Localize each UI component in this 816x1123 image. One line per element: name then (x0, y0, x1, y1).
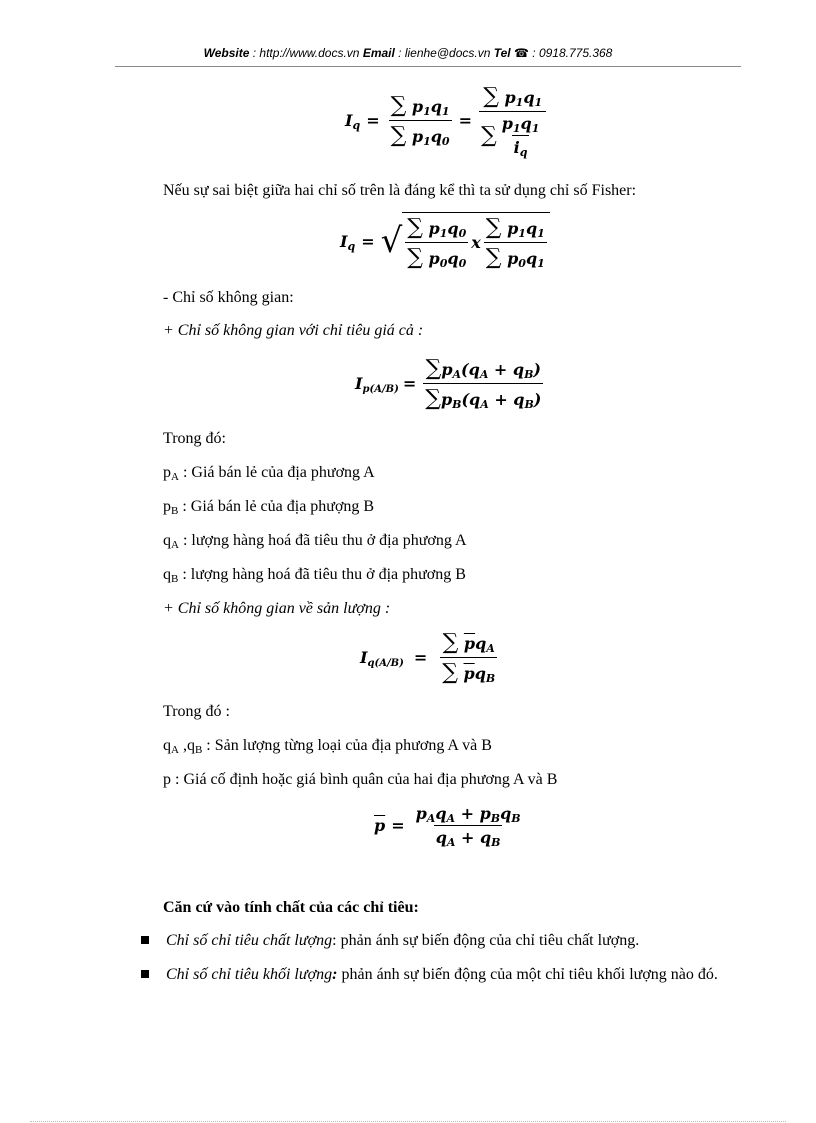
definition-qA-text: : lượng hàng hoá đã tiêu thu ở địa phương A (182, 532, 467, 549)
email-label: Email (362, 46, 395, 60)
bullet-quality-index (166, 928, 738, 954)
header-divider (115, 66, 741, 67)
quantity-space-heading: + Chỉ số không gian về sản lượng : (163, 600, 391, 617)
where-heading-2: Trong đó : (163, 703, 230, 720)
definition-pA: $p_A$ : Giá bán lẻ của địa phương A (163, 464, 375, 483)
bullet-volume-term: Chỉ số chỉ tiêu khối lượng (166, 966, 333, 983)
formula-fisher-index: $I_q$ = √ $\frac{\sum p_1q_0}{\sum p_0q_0}$ x $\frac{\sum p_1q_1}{\sum p_0q_1}$ (340, 212, 550, 270)
basis-heading: Căn cứ vào tính chất của các chỉ tiêu: (163, 899, 419, 916)
space-index-heading: - Chỉ số không gian: (163, 289, 294, 306)
tel-label: Tel (493, 46, 511, 60)
definition-qAqB-text: : Sản lượng từng loại của địa phương A và B (206, 737, 492, 754)
formula-price-space-index: $I_{p(A/B)}$ = $\frac{\sum p_A(q_A + q_B)}{\sum p_B(q_A + q_B)}$ (355, 356, 542, 411)
definition-p: p : Giá cố định hoặc giá bình quân của hai địa phương A và B (163, 771, 558, 788)
definition-pB-text: : Giá bán lẻ của địa phượng B (182, 498, 375, 515)
website-value: : http://www.docs.vn (249, 46, 363, 60)
bullet-quality-term: Chỉ số chỉ tiêu chất lượng (166, 932, 333, 949)
definition-qAqB: $q_A$ $,q_B$ : Sản lượng từng loại của địa phương A và B (163, 737, 492, 756)
bullet-quality-text: : phản ánh sự biến động của chỉ tiêu chất lượng. (332, 932, 640, 949)
definition-qB-text: : lượng hàng hoá đã tiêu thu ở địa phương B (182, 566, 466, 583)
bullet-volume-colon: : (332, 966, 338, 983)
bullet-volume-index (166, 962, 738, 988)
definition-qB: $q_B$ : lượng hàng hoá đã tiêu thu ở địa phương B (163, 566, 466, 585)
fisher-intro: Nếu sự sai biệt giữa hai chỉ số trên là đáng kể thì ta sử dụng chỉ số Fisher: (163, 182, 637, 199)
formula-average-price: $\overline{p}$ = $\frac{p_Aq_A + p_Bq_B}{q_A + q_B}$ (374, 804, 521, 849)
bullet-icon (141, 970, 149, 978)
footer-divider (30, 1121, 786, 1122)
email-value: : lienhe@docs.vn (394, 46, 494, 60)
price-space-heading: + Chỉ số không gian với chỉ tiêu giá cả : (163, 322, 424, 339)
formula-quantity-index: $I_q$ = $\frac{\sum p_1q_1}{\sum p_1q_0}$ = ∑ $p_1q_1$ ∑ $\frac{p_1q_1}{i_q}$ (345, 84, 549, 157)
bullet-icon (141, 936, 149, 944)
bullet-volume-text: phản ánh sự biến động của một chỉ tiêu khối lượng nào đó. (337, 966, 718, 983)
phone-icon: ☎ (513, 46, 529, 60)
website-label: Website (203, 46, 250, 60)
tel-value: : 0918.775.368 (528, 46, 613, 60)
definition-pA-text: : Giá bán lẻ của địa phương A (182, 464, 375, 481)
where-heading-1: Trong đó: (163, 430, 226, 447)
definition-pB: $p_B$ : Giá bán lẻ của địa phượng B (163, 498, 375, 517)
page-header (0, 46, 816, 60)
definition-qA: $q_A$ : lượng hàng hoá đã tiêu thu ở địa phương A (163, 532, 467, 551)
formula-quantity-space-index: $I_{q(A/B)}$ = $\frac{\sum \overline{p}q_A}{\sum \overline{p}q_B}$ (360, 630, 496, 685)
